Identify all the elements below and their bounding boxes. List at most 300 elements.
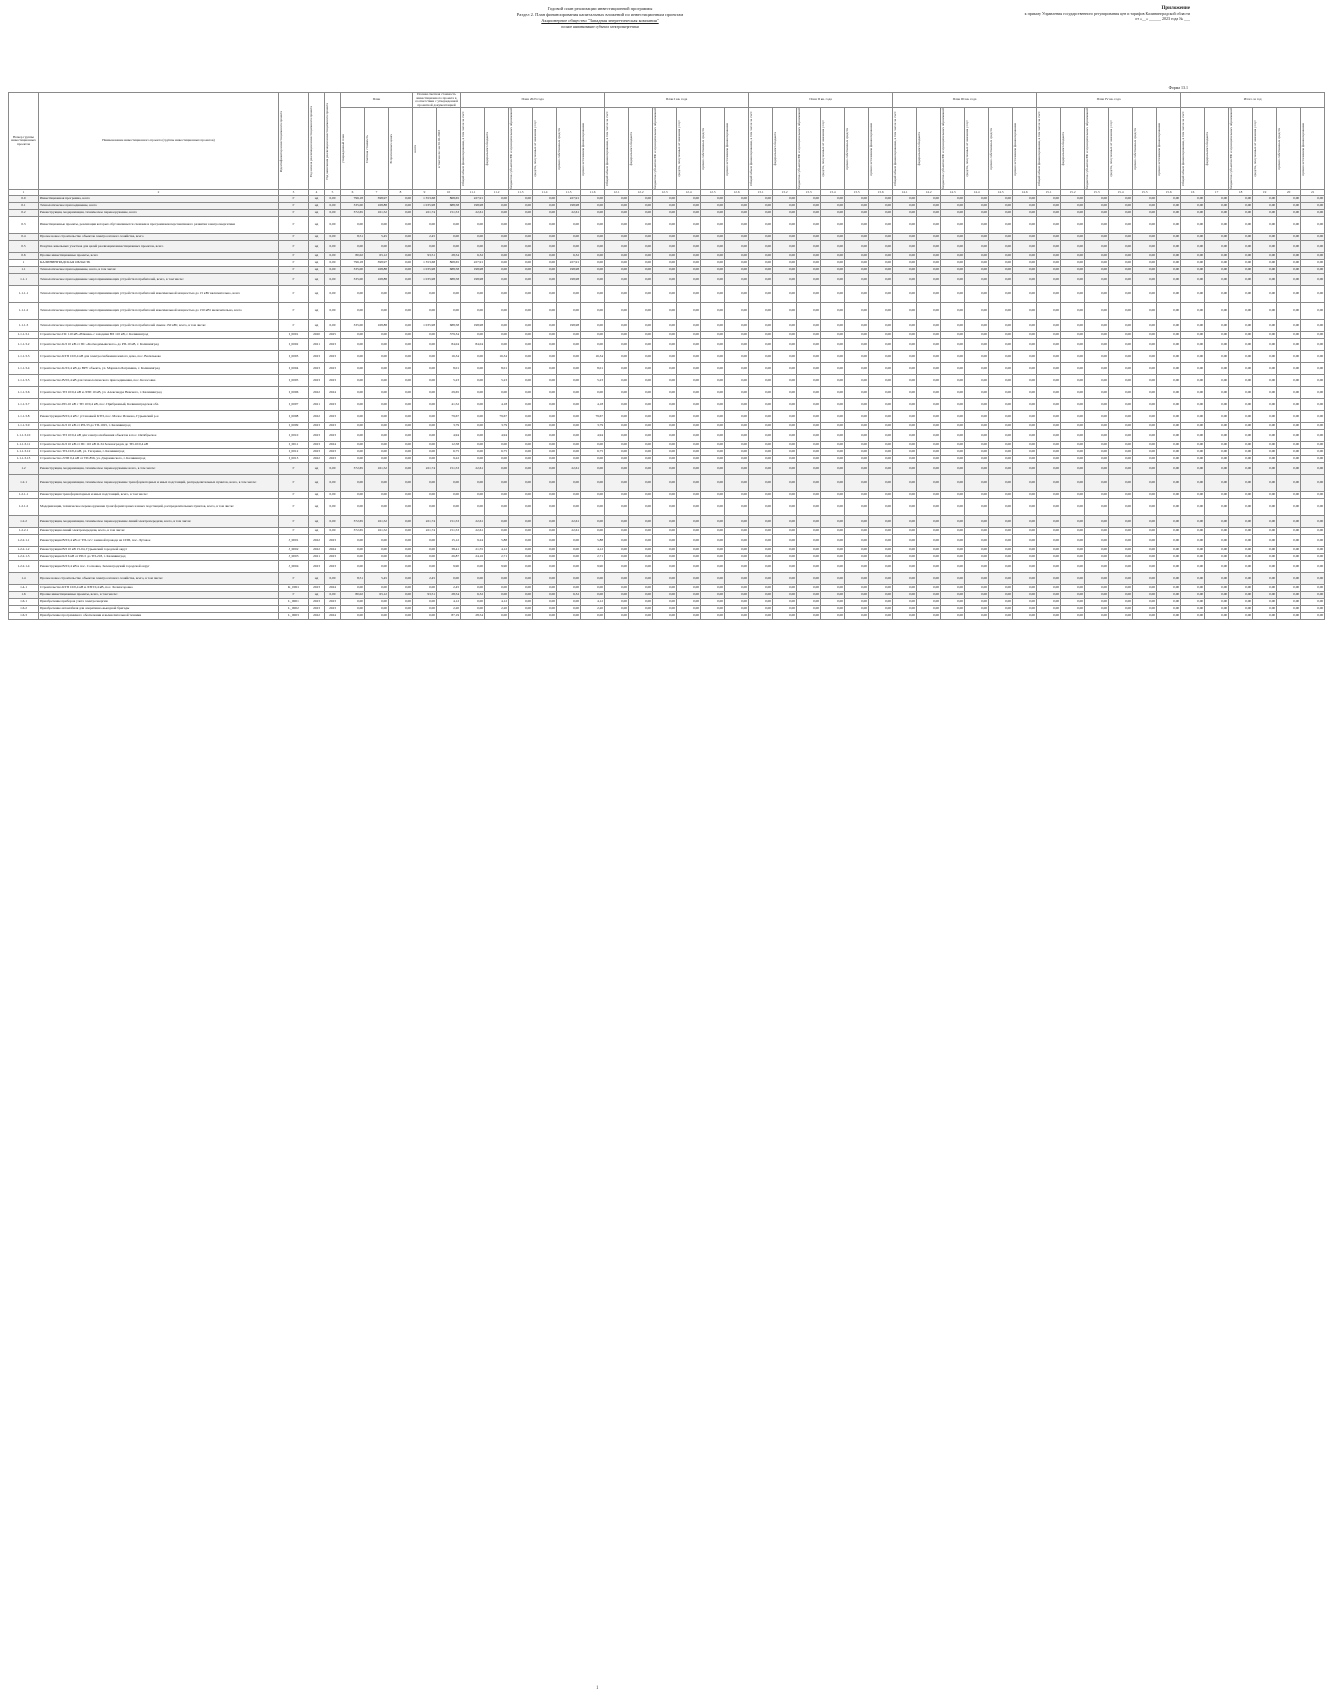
table-cell: 2,20 (485, 606, 509, 613)
table-cell: 0,00 (437, 217, 461, 234)
table-cell: 0,00 (941, 592, 965, 599)
row-number: 1.1.1.3.4 (9, 363, 39, 375)
table-cell: 151,53 (437, 210, 461, 217)
table-cell: 0,00 (1133, 286, 1157, 303)
table-cell: 0,00 (893, 274, 917, 286)
project-name: Реконструкция трансформаторных и иных подстанций, всего, в том числе: (39, 492, 279, 499)
table-cell: 8,51 (341, 234, 365, 241)
table-cell: 1 035,98 (413, 274, 437, 286)
table-cell: 0,00 (869, 442, 893, 449)
column-number: 12.3 (653, 190, 677, 196)
table-cell: 0,00 (845, 547, 869, 554)
table-cell: 0,00 (773, 303, 797, 320)
table-cell: 0,00 (653, 423, 677, 430)
table-cell: 0,00 (941, 253, 965, 260)
table-cell: 0,00 (365, 430, 389, 442)
table-cell: 0,00 (893, 573, 917, 585)
table-cell: 79,67 (437, 411, 461, 423)
table-cell: 0,00 (749, 320, 773, 332)
table-cell: 0,00 (557, 423, 581, 430)
table-cell: 16,34 (581, 351, 605, 363)
table-cell: 0,00 (509, 339, 533, 351)
table-cell: 227,91 (461, 196, 485, 203)
table-cell: 0,00 (533, 363, 557, 375)
table-cell: 84,04 (437, 339, 461, 351)
table-cell: 0,00 (413, 399, 437, 411)
table-cell: 0,00 (797, 592, 821, 599)
table-cell: 0,00 (653, 554, 677, 561)
table-cell: 0,00 (845, 339, 869, 351)
table-cell: 0,00 (917, 613, 941, 620)
table-cell: 0,00 (701, 196, 725, 203)
table-cell: 0,00 (1085, 375, 1109, 387)
table-cell: 0,00 (1037, 599, 1061, 606)
table-cell: нд (309, 260, 325, 267)
table-cell: 0,00 (509, 449, 533, 456)
table-cell: 0,00 (1109, 286, 1133, 303)
table-cell: 0,00 (725, 547, 749, 554)
table-cell: 0,00 (893, 535, 917, 547)
table-row (9, 234, 1325, 241)
table-cell: 0,00 (749, 606, 773, 613)
table-cell: I_0009 (279, 423, 309, 430)
table-cell: 0,00 (941, 613, 965, 620)
table-cell: 0,00 (797, 606, 821, 613)
table-cell: 0,00 (677, 573, 701, 585)
table-cell: 0,00 (605, 203, 629, 210)
table-cell: 0,00 (1157, 599, 1181, 606)
table-cell: 0,00 (869, 463, 893, 475)
table-cell: 0,00 (1229, 554, 1253, 561)
row-number: 1.1.1.3.8 (9, 411, 39, 423)
table-cell: 0,00 (989, 234, 1013, 241)
table-cell: 0,00 (749, 375, 773, 387)
table-cell: 0,00 (605, 456, 629, 463)
table-cell: 0,00 (701, 217, 725, 234)
table-cell: 2023 (325, 430, 341, 442)
table-cell: 0,00 (557, 554, 581, 561)
table-cell: 0,00 (1085, 423, 1109, 430)
row-number: 0.2 (9, 210, 39, 217)
table-cell: 0,00 (557, 573, 581, 585)
table-cell: 0,00 (773, 210, 797, 217)
table-cell: 0,00 (1205, 241, 1229, 253)
table-cell: 0,00 (989, 456, 1013, 463)
table-row (9, 547, 1325, 554)
table-cell: 0,00 (1277, 547, 1301, 554)
table-cell: 0,00 (965, 411, 989, 423)
table-cell: 0,00 (533, 320, 557, 332)
table-cell: 2,45 (413, 234, 437, 241)
table-cell: 0,00 (485, 442, 509, 449)
table-cell: 0,00 (509, 253, 533, 260)
table-cell: 0,00 (1301, 234, 1325, 241)
table-cell: 0,00 (325, 499, 341, 516)
table-cell: 0,00 (1109, 535, 1133, 547)
table-cell: 0,00 (605, 449, 629, 456)
table-cell: Г (279, 217, 309, 234)
table-cell: 0,00 (989, 449, 1013, 456)
table-cell: 0,00 (845, 535, 869, 547)
table-cell: 0,00 (701, 423, 725, 430)
table-cell: 0,00 (989, 561, 1013, 573)
table-cell: 0,00 (869, 592, 893, 599)
header-subcolumn: утвержденный план (341, 108, 365, 190)
table-cell: I_0012 (279, 449, 309, 456)
table-cell: 0,00 (1037, 573, 1061, 585)
table-cell: 0,00 (1013, 260, 1037, 267)
table-cell: 0,00 (893, 411, 917, 423)
table-cell: 0,00 (749, 339, 773, 351)
header-subcolumn: прочих источников финансирования (1013, 108, 1037, 190)
table-cell: 0,00 (941, 303, 965, 320)
table-cell: 0,00 (989, 535, 1013, 547)
table-cell: Г (279, 286, 309, 303)
table-cell: нд (309, 203, 325, 210)
table-cell: 0,00 (1037, 547, 1061, 554)
table-cell: 0,00 (1085, 387, 1109, 399)
table-cell: 0,00 (845, 423, 869, 430)
table-cell: 0,00 (581, 585, 605, 592)
table-cell: 0,00 (1061, 351, 1085, 363)
table-cell: 0,00 (965, 286, 989, 303)
table-row (9, 573, 1325, 585)
column-number: 12.2 (629, 190, 653, 196)
row-number: 1.1.1.3.5 (9, 375, 39, 387)
table-row (9, 411, 1325, 423)
table-cell: 0,00 (533, 253, 557, 260)
table-row (9, 351, 1325, 363)
table-cell: 0,00 (533, 442, 557, 449)
table-cell: 0,00 (653, 516, 677, 528)
table-cell: 0,00 (965, 387, 989, 399)
table-cell: 0,00 (1229, 320, 1253, 332)
column-number: 9 (413, 190, 437, 196)
table-cell: 0,00 (1109, 267, 1133, 274)
table-cell: 0,00 (509, 267, 533, 274)
table-cell: 0,00 (677, 320, 701, 332)
table-cell: 2022 (309, 613, 325, 620)
table-cell: 0,00 (1157, 399, 1181, 411)
table-cell: 0,00 (1109, 592, 1133, 599)
table-cell: 0,00 (653, 449, 677, 456)
table-cell: 0,00 (1133, 387, 1157, 399)
table-cell: нд (309, 267, 325, 274)
table-cell: 0,00 (365, 375, 389, 387)
table-cell: 0,00 (1157, 499, 1181, 516)
table-cell: 84,04 (461, 339, 485, 351)
table-cell: 0,00 (1277, 387, 1301, 399)
row-number: 1.2.2.1.2 (9, 547, 39, 554)
table-cell: 0,00 (629, 351, 653, 363)
table-cell: 0,00 (533, 339, 557, 351)
table-cell: 0,00 (773, 423, 797, 430)
table-cell: 161,52 (365, 528, 389, 535)
project-name: Реконструкция, модернизация, техническое перевооружение трансформаторных и иных подстанций, распределительных пунктов, всего, в том числе: (39, 475, 279, 492)
table-cell: 22,61 (557, 463, 581, 475)
table-cell: 0,00 (1253, 449, 1277, 456)
table-cell: 0,00 (701, 203, 725, 210)
table-cell: 0,00 (365, 363, 389, 375)
table-cell: 0,00 (581, 286, 605, 303)
row-number: 1.1 (9, 267, 39, 274)
table-cell: 0,00 (701, 332, 725, 339)
header-subcolumn: средств, полученных от оказания услуг (1253, 108, 1277, 190)
table-cell: 0,00 (533, 332, 557, 339)
table-cell: 0,00 (557, 430, 581, 442)
table-cell: Г (279, 303, 309, 320)
table-cell: 0,00 (821, 423, 845, 430)
header-subcolumn: бюджетов субъектов РФ и муниципальных образований (653, 108, 677, 190)
table-cell: 0,00 (509, 535, 533, 547)
table-cell: 0,00 (533, 203, 557, 210)
project-name: Приобретение автомобиля для оперативно-выездной бригады (39, 606, 279, 613)
table-cell: 0,00 (749, 217, 773, 234)
table-cell: 0,00 (845, 286, 869, 303)
table-cell: 0,00 (629, 260, 653, 267)
table-cell: 0,00 (893, 430, 917, 442)
table-cell: 0,00 (325, 516, 341, 528)
table-cell: 8,01 (485, 363, 509, 375)
table-cell: 22,61 (461, 516, 485, 528)
table-cell: 0,00 (1157, 528, 1181, 535)
table-cell: 0,00 (989, 573, 1013, 585)
table-cell: 0,00 (1181, 573, 1205, 585)
table-cell: 0,00 (389, 320, 413, 332)
table-cell: 2023 (325, 351, 341, 363)
table-cell: 0,00 (845, 399, 869, 411)
table-cell: 0,00 (845, 203, 869, 210)
table-cell: 0,00 (797, 585, 821, 592)
table-cell: 0,00 (845, 196, 869, 203)
column-number: 11.3 (509, 190, 533, 196)
table-cell: Г (279, 234, 309, 241)
table-cell: 0,00 (653, 535, 677, 547)
table-cell: 0,00 (1277, 234, 1301, 241)
table-cell: 0,00 (1061, 499, 1085, 516)
table-cell: 0,00 (749, 449, 773, 456)
table-cell: 0,00 (581, 332, 605, 339)
table-cell: 0,00 (653, 363, 677, 375)
table-cell: 0,00 (773, 267, 797, 274)
column-number: 13.5 (845, 190, 869, 196)
table-cell: 0,00 (941, 351, 965, 363)
table-cell: 0,00 (1253, 554, 1277, 561)
table-cell: 0,00 (1205, 492, 1229, 499)
table-cell: 0,00 (725, 535, 749, 547)
table-cell: 0,00 (1133, 203, 1157, 210)
table-cell: 29,65 (437, 387, 461, 399)
table-cell: 0,00 (389, 475, 413, 492)
table-cell: 63,12 (365, 253, 389, 260)
project-name: Строительство ТП-10/0,4 кВ, ул. Гагарина, г. Калининград (39, 449, 279, 456)
table-cell: 0,00 (989, 267, 1013, 274)
table-cell: 2023 (325, 561, 341, 573)
table-cell: 0,00 (1181, 332, 1205, 339)
table-cell: 0,00 (773, 399, 797, 411)
table-cell: 0,00 (605, 260, 629, 267)
project-name: Строительство КТП 10/0,4 кВ для электроснабжения жилого дома, пос. Васильково (39, 351, 279, 363)
table-cell: 0,00 (1109, 399, 1133, 411)
table-cell: 0,00 (821, 411, 845, 423)
table-cell: 0,00 (1037, 411, 1061, 423)
table-cell: 0,00 (389, 561, 413, 573)
table-cell: 0,00 (413, 387, 437, 399)
table-cell: 0,00 (1277, 351, 1301, 363)
table-cell: 0,00 (797, 267, 821, 274)
table-cell: 0,00 (941, 375, 965, 387)
table-cell: 0,00 (845, 210, 869, 217)
table-cell: 0,00 (917, 196, 941, 203)
table-cell: 2023 (309, 599, 325, 606)
table-cell: 0,00 (365, 442, 389, 449)
table-cell: 0,00 (389, 286, 413, 303)
table-cell: 0,00 (461, 387, 485, 399)
table-cell: 0,00 (533, 547, 557, 554)
table-cell: 0,00 (629, 375, 653, 387)
table-cell: 0,00 (749, 196, 773, 203)
table-cell: 0,00 (1013, 561, 1037, 573)
table-cell: 0,00 (821, 267, 845, 274)
table-cell: 0,00 (1013, 613, 1037, 620)
table-cell: 0,00 (989, 339, 1013, 351)
table-cell: 0,00 (1277, 203, 1301, 210)
table-cell: 0,00 (461, 411, 485, 423)
table-cell: 0,00 (1301, 332, 1325, 339)
table-cell: 9,90 (485, 561, 509, 573)
table-cell: 0,00 (1061, 547, 1085, 554)
table-cell: 0,00 (341, 241, 365, 253)
table-cell: 151,53 (437, 463, 461, 475)
table-cell: 0,00 (485, 203, 509, 210)
table-cell: 0,00 (629, 274, 653, 286)
table-cell: 0,00 (629, 217, 653, 234)
column-number: 13.1 (749, 190, 773, 196)
table-cell: 0,00 (1061, 339, 1085, 351)
table-cell: 0,00 (989, 320, 1013, 332)
table-cell: 0,00 (941, 339, 965, 351)
table-cell: 372,65 (341, 463, 365, 475)
table-cell: 0,00 (725, 492, 749, 499)
table-cell: нд (309, 499, 325, 516)
table-cell: 0,00 (749, 234, 773, 241)
row-number: 1.1.1.3.7 (9, 399, 39, 411)
table-cell: 0,00 (701, 516, 725, 528)
table-cell: нд (309, 274, 325, 286)
table-cell: 0,00 (605, 535, 629, 547)
table-row (9, 303, 1325, 320)
header-subcolumn: прочих собственных средств (1133, 108, 1157, 190)
table-cell: 0,00 (701, 449, 725, 456)
table-cell: 0,00 (389, 573, 413, 585)
table-cell: 0,00 (821, 332, 845, 339)
table-cell: 0,00 (1229, 606, 1253, 613)
table-cell: 0,00 (1133, 303, 1157, 320)
table-cell: 0,00 (1301, 492, 1325, 499)
table-cell: 0,00 (893, 196, 917, 203)
table-cell: 0,00 (1301, 430, 1325, 442)
table-cell: 0,00 (461, 430, 485, 442)
table-cell: 80,02 (341, 253, 365, 260)
table-cell: 0,00 (413, 613, 437, 620)
table-cell: 0,00 (941, 430, 965, 442)
table-cell: 0,00 (1061, 516, 1085, 528)
project-name: Строительство КТП 10/0,4 кВ и ЛЭП 0,4 кВ, пос. Холмогоровка (39, 585, 279, 592)
table-cell: 0,00 (389, 535, 413, 547)
table-cell: 0,00 (1061, 363, 1085, 375)
table-cell: 0,00 (941, 475, 965, 492)
table-cell: 0,00 (1253, 375, 1277, 387)
table-cell: 0,00 (893, 554, 917, 561)
table-cell: 0,00 (845, 499, 869, 516)
table-cell: 0,00 (1253, 286, 1277, 303)
table-cell: I_0013 (279, 456, 309, 463)
table-cell: I_0001 (279, 332, 309, 339)
table-cell: 0,00 (1133, 399, 1157, 411)
table-cell: 0,00 (917, 561, 941, 573)
table-cell: 0,00 (341, 449, 365, 456)
table-cell: 0,00 (1205, 339, 1229, 351)
table-cell: 0,00 (389, 547, 413, 554)
table-cell: 0,00 (509, 585, 533, 592)
table-cell: 0,00 (389, 516, 413, 528)
table-cell: 0,00 (917, 320, 941, 332)
table-cell: 0,00 (341, 375, 365, 387)
table-cell: Г (279, 241, 309, 253)
table-cell: 0,00 (1253, 274, 1277, 286)
table-cell: 0,00 (1253, 573, 1277, 585)
table-cell: нд (309, 234, 325, 241)
project-name: Технологическое присоединение энергопринимающих устройств потребителей максимальной мощностью до 150 кВт включительно, всего (39, 303, 279, 320)
table-cell: 0,00 (965, 449, 989, 456)
table-cell: 0,00 (725, 339, 749, 351)
project-name: Технологическое присоединение энергопринимающих устройств потребителей свыше 150 кВт, всего, в том числе: (39, 320, 279, 332)
table-cell: 22,61 (557, 528, 581, 535)
table-cell: 0,00 (485, 286, 509, 303)
table-cell: 0,00 (605, 303, 629, 320)
table-cell: 0,00 (1181, 561, 1205, 573)
table-cell: 0,00 (1013, 399, 1037, 411)
table-cell: 0,00 (1133, 423, 1157, 430)
table-cell: 0,00 (581, 528, 605, 535)
table-cell: 0,00 (1205, 592, 1229, 599)
table-cell: 0,00 (1133, 456, 1157, 463)
table-cell: 0,00 (701, 286, 725, 303)
table-cell: 0,00 (1133, 320, 1157, 332)
table-cell: 0,00 (941, 516, 965, 528)
table-cell: 0,00 (917, 535, 941, 547)
header-subcolumn: бюджетов субъектов РФ и муниципальных образований (1085, 108, 1109, 190)
table-cell: 0,00 (461, 475, 485, 492)
table-cell: L_0001 (279, 599, 309, 606)
table-cell: 2024 (325, 547, 341, 554)
table-cell: L_0002 (279, 606, 309, 613)
table-cell: 0,00 (653, 606, 677, 613)
table-cell: 0,00 (677, 606, 701, 613)
table-cell: 0,00 (725, 267, 749, 274)
table-cell: 0,00 (869, 449, 893, 456)
table-cell: 221,74 (413, 528, 437, 535)
table-cell: 0,00 (1157, 286, 1181, 303)
table-cell: 0,00 (965, 339, 989, 351)
table-cell: 0,00 (845, 561, 869, 573)
table-cell: 0,00 (1133, 241, 1157, 253)
table-cell: 0,00 (1181, 351, 1205, 363)
table-cell: 0,00 (1277, 456, 1301, 463)
table-cell: 0,00 (605, 430, 629, 442)
table-row (9, 456, 1325, 463)
table-cell: 0,00 (1013, 210, 1037, 217)
